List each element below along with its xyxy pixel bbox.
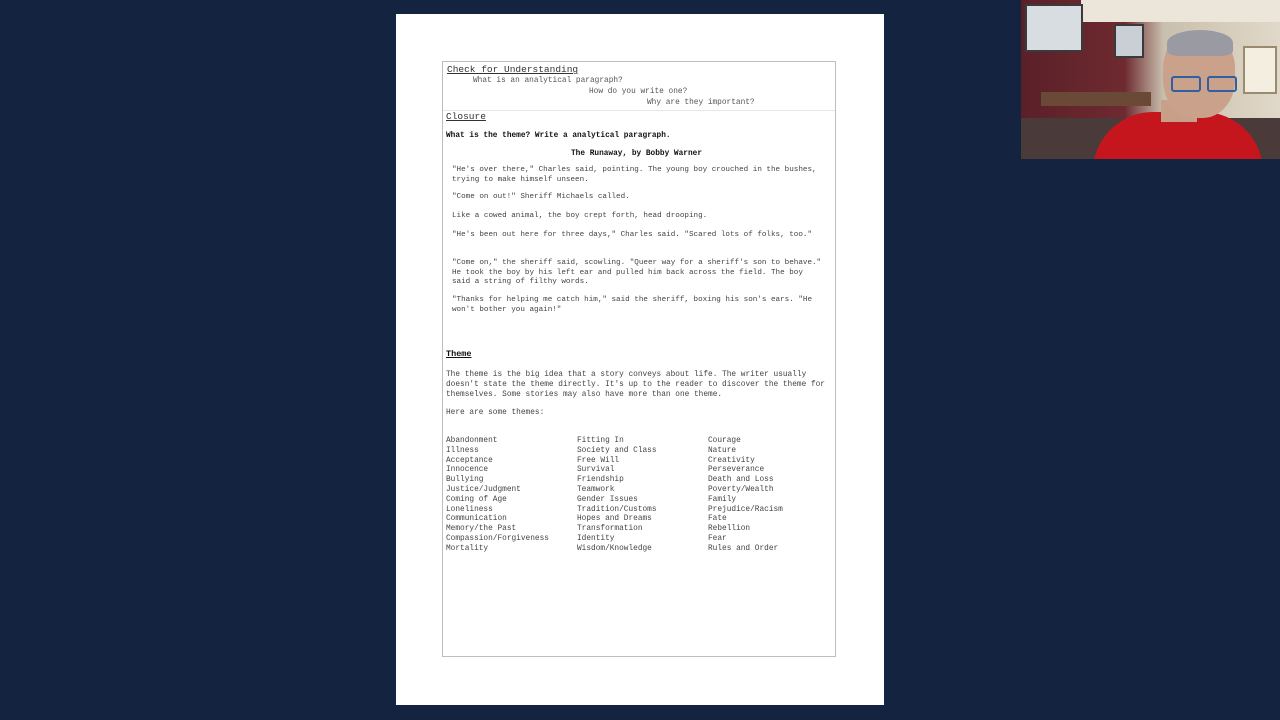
question-3: Why are they important? [647, 99, 755, 107]
story-paragraph-3: Like a cowed animal, the boy crept forth, head drooping. [452, 212, 708, 220]
theme-item: Hopes and Dreams [577, 515, 652, 524]
wall-picture [1025, 4, 1083, 52]
closure-prompt: What is the theme? Write a analytical paragraph. [446, 132, 671, 140]
document-frame [442, 61, 836, 657]
themes-intro: Here are some themes: [446, 409, 545, 417]
theme-heading: Theme [446, 349, 472, 359]
theme-item: Courage [708, 437, 741, 445]
question-1: What is an analytical paragraph? [473, 77, 623, 85]
theme-item: Prejudice/Racism [708, 505, 783, 514]
presenter-webcam [1021, 0, 1280, 159]
theme-item: Nature [708, 446, 737, 455]
presenter-hair [1167, 30, 1233, 56]
themes-column-3 [708, 437, 783, 555]
theme-item: Rebellion [708, 525, 751, 534]
theme-item: Acceptance [446, 456, 493, 465]
story-paragraph-2: "Come on out!" Sheriff Michaels called. [452, 193, 630, 201]
theme-item: Tradition/Customs [577, 505, 657, 514]
theme-item: Loneliness [446, 505, 493, 514]
story-title: The Runaway, by Bobby Warner [571, 150, 703, 158]
theme-item: Death and Loss [708, 476, 774, 485]
room-window [1243, 46, 1277, 94]
story-paragraph-5: "Come on," the sheriff said, scowling. "Queer way for a sheriff's son to behave." He took the boy by his left ear and pulled him back across the field. The boy said a string of filthy words. [452, 259, 822, 286]
theme-item: Fitting In [577, 437, 624, 445]
story-paragraph-1: "He's over there," Charles said, pointing. The young boy crouched in the bushes, trying to make himself unseen. [452, 166, 817, 184]
theme-item: Mortality [446, 544, 489, 553]
theme-item: Communication [446, 515, 507, 524]
webcam-ceiling [1081, 0, 1280, 22]
theme-item: Gender Issues [577, 495, 638, 504]
theme-item: Teamwork [577, 485, 615, 494]
theme-item: Illness [446, 446, 479, 455]
theme-item: Transformation [577, 525, 643, 534]
question-2: How do you write one? [589, 88, 688, 96]
theme-item: Identity [577, 534, 615, 543]
theme-item: Creativity [708, 456, 755, 465]
themes-column-2 [577, 437, 657, 555]
theme-item: Wisdom/Knowledge [577, 544, 652, 553]
check-for-understanding-heading: Check for Understanding [447, 64, 579, 75]
theme-item: Perseverance [708, 466, 765, 475]
theme-item: Fear [708, 534, 727, 543]
theme-item: Family [708, 495, 737, 504]
wall-picture [1114, 24, 1144, 58]
theme-description: The theme is the big idea that a story conveys about life. The writer usually doesn't state the theme directly. It's up to the reader to discover the theme for themselves. Some stories may also have more than one theme. [446, 371, 825, 399]
theme-item: Justice/Judgment [446, 485, 521, 494]
closure-heading: Closure [446, 111, 486, 122]
theme-item: Fate [708, 515, 727, 524]
check-for-understanding-box [443, 62, 835, 111]
theme-item: Memory/the Past [446, 525, 517, 534]
theme-item: Society and Class [577, 446, 657, 455]
theme-item: Poverty/Wealth [708, 485, 774, 494]
theme-item: Compassion/Forgiveness [446, 534, 549, 543]
theme-item: Free Will [577, 456, 620, 465]
presenter-glasses [1171, 76, 1245, 90]
theme-item: Friendship [577, 476, 624, 485]
story-paragraph-4: "He's been out here for three days," Charles said. "Scared lots of folks, too." [452, 231, 813, 239]
theme-item: Bullying [446, 476, 484, 485]
theme-item: Rules and Order [708, 544, 779, 553]
story-paragraph-6: "Thanks for helping me catch him," said the sheriff, boxing his son's ears. "He won't bother you again!" [452, 296, 813, 314]
themes-column-1 [446, 437, 549, 555]
theme-item: Coming of Age [446, 495, 507, 504]
room-table [1041, 92, 1151, 106]
theme-item: Abandonment [446, 437, 498, 445]
document-page [396, 14, 884, 705]
theme-item: Innocence [446, 466, 489, 475]
theme-item: Survival [577, 466, 615, 475]
